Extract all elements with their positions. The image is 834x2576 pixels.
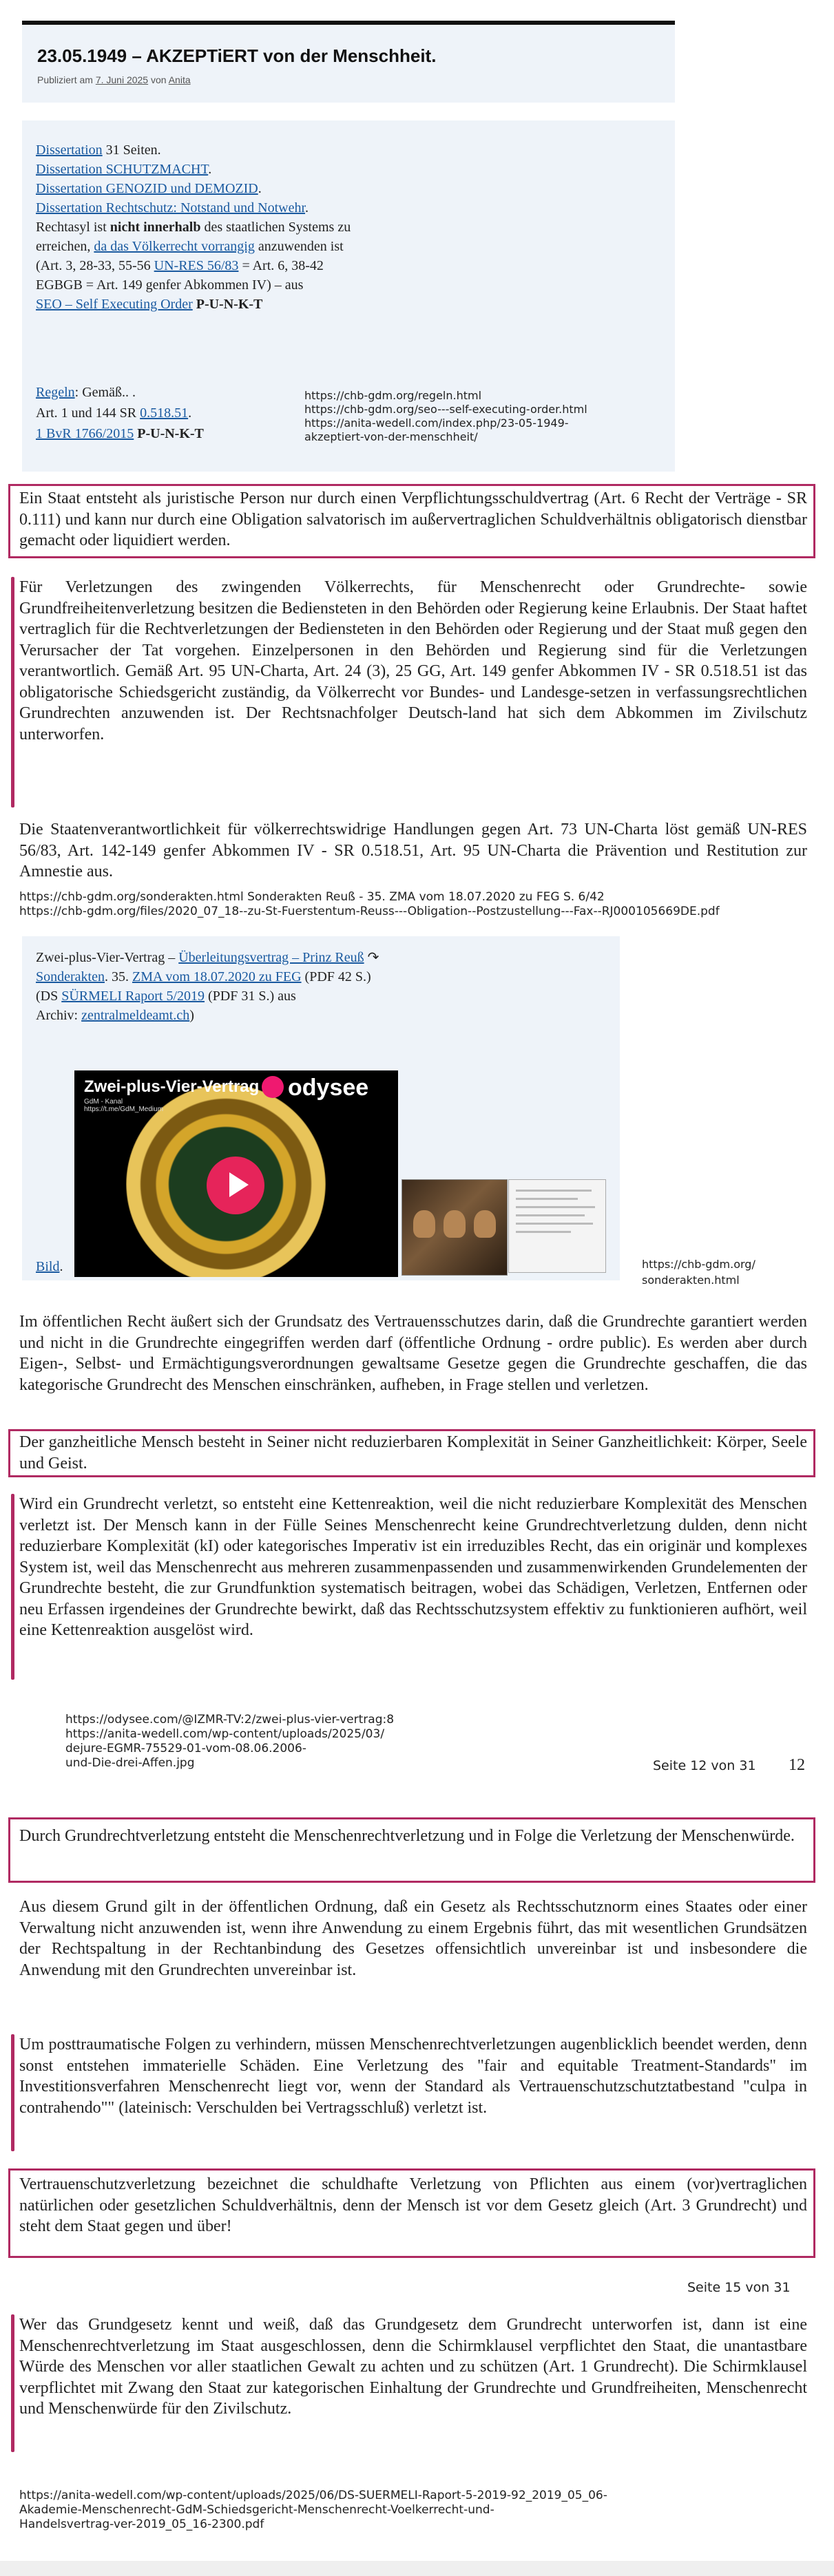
url-seo: https://chb-gdm.org/seo---self-executing-order.html [304,403,587,416]
info-text: Rechtasyl ist [36,220,110,235]
media-text: Zwei-plus-Vier-Vertrag – [36,950,179,965]
url-anita-1: https://anita-wedell.com/index.php/23-05-1949- [304,416,569,430]
info-line-seo [36,295,262,313]
post-title: 23.05.1949 – AKZEPTiERT von der Menschheit. [37,45,437,66]
quote-bar [11,2314,14,2452]
paragraph-vertrauenschutzverletzung: Vertrauenschutzverletzung bezeichnet die schuldhafte Verletzung von Pflichten aus einem (vor)vertraglichen natürlichen oder gesetzlichen Schuldverhältnis, denn der Mensch ist vor dem Gesetz gleich (Art. 3 Grundrecht) und steht dem Staat gegen und über! [19,2175,807,2235]
bild-link[interactable]: Bild [36,1259,60,1274]
paragraph-oeffentliche-ordnung: Aus diesem Grund gilt in der öffentlichen Ordnung, daß ein Gesetz als Rechtsschutznorm eines Staates oder einer Verwaltung nicht anzuwenden ist, wenn ihre Anwendung zu einem Ergebnis führt, das mit wesentlichen Grundsätzen der Rechtspaltung in der Rechtanbindung des Gesetzes offensichtlich unvereinbar ist und insbesondere die Anwendung mit den Grundrechten unvereinbar ist. [19,1898,807,1979]
monkey-figure [474,1210,496,1238]
monkey-figure [444,1210,466,1238]
document-thumbnail-image[interactable] [508,1179,606,1273]
info-text: . [305,200,309,215]
page-number: 12 [789,1756,805,1774]
info-text: . [208,162,212,177]
post-meta [37,74,191,85]
sonderakten-link[interactable]: Sonderakten [36,969,105,984]
info-line-art1 [36,404,191,422]
media-line-bild [36,1258,63,1276]
media-text: ) [189,1008,194,1023]
url-surmeli-2: Akademie-Menschenrecht-GdM-Schiedsgericht-Menschenrecht-Voelkerrecht-und- [19,2503,494,2517]
info-text: anzuwenden ist [254,239,344,254]
dissertation-schutzmacht-link[interactable]: Dissertation SCHUTZMACHT [36,162,209,177]
published-prefix: Publiziert am [37,74,93,85]
info-line-egbgb: EGBGB = Art. 149 genfer Abkommen IV) – aus [36,277,304,293]
info-text: Art. 1 und 144 SR [36,405,140,421]
page-number-label: Seite 15 von 31 [687,2280,791,2295]
dissertation-rechtschutz-link[interactable]: Dissertation Rechtschutz: Notstand und Notwehr [36,200,306,215]
media-line-vertrag [36,949,379,967]
un-res-link[interactable]: UN-RES 56/83 [154,258,239,273]
side-url-1: https://chb-gdm.org/ [642,1258,755,1271]
info-text: erreichen, [36,239,94,254]
page-number-label: Seite 12 von 31 [653,1758,756,1773]
video-channel-url: https://t.me/GdM_Medium [84,1106,164,1113]
odysee-brand: odysee [288,1075,369,1101]
dissertation-link[interactable]: Dissertation [36,142,103,158]
paragraph-kettenreaktion: Wird ein Grundrecht verletzt, so entsteht eine Kettenreaktion, weil die nicht reduzierbare Komplexität des Menschen verletzt ist. Der Mensch kann in der Fülle Seines Menschenrecht keine Grundrechtverletzung dulden, denn nicht reduzierbare Komplexität (kI) oder kategorisches Imperativ ist ein irreduzibles Recht, das ein originär und komplexes System ist, weil das Menschenrecht aus mehreren zusammenpassenden und zusammenwirkenden Grundelementen der Grundrechte besteht, die zur Grundfunktion systematisch beitragen, wobei das Schädigen, Verletzen, Entfernen oder neu Erfassen irgendeines der Grundrechte bewirkt, daß das Rechtsschutzsystem effektiv zu funktionieren aufhört, weil eine Kettenreaktion ausgelöst wird. [19,1495,807,1639]
url-surmeli-1: https://anita-wedell.com/wp-content/uploads/2025/06/DS-SUERMELI-Raport-5-2019-92_2019_05_06- [19,2489,607,2502]
odysee-logo-icon [262,1076,284,1098]
published-date-link[interactable]: 7. Juni 2025 [95,74,149,85]
monkey-figure [413,1210,435,1238]
video-channel-name: GdM - Kanal [84,1098,123,1106]
video-title: Zwei-plus-Vier-Vertrag [84,1077,260,1096]
doc-line [516,1214,585,1216]
media-text: . 35. [104,969,132,984]
info-text: . [188,405,192,421]
info-text: = Art. 6, 38-42 [238,258,324,273]
info-text: (Art. 3, 28-33, 55-56 [36,258,154,273]
url-egmr-2: dejure-EGMR-75529-01-vom-08.06.2006- [65,1742,306,1755]
media-text: (PDF 42 S.) [301,969,371,984]
info-bold: P-U-N-K-T [134,426,204,441]
media-line-surmeli [36,987,296,1005]
by-label: von [151,74,167,85]
url-sonderakten: https://chb-gdm.org/sonderakten.html Sonderakten Reuß - 35. ZMA vom 18.07.2020 zu FEG S. 6/42 [19,890,605,904]
info-line-regeln [36,383,136,401]
dissertation-genozid-link[interactable]: Dissertation GENOZID und DEMOZID [36,181,258,196]
paragraph-menschenwuerde: Durch Grundrechtverletzung entsteht die Menschenrechtverletzung und in Folge die Verletzung der Menschenwürde. [19,1827,795,1845]
zentralmeldeamt-link[interactable]: zentralmeldeamt.ch [81,1008,190,1023]
url-regeln: https://chb-gdm.org/regeln.html [304,389,482,402]
paragraph-grundgesetz: Wer das Grundgesetz kennt und weiß, daß das Grundgesetz dem Grundrecht unterworfen ist, dann ist eine Menschenrechtverletzung im Staat ausgeschlossen, denn die Schirmklausel verpflichtet den Staat, die unantastbare Würde des Menschen vor aller staatlichen Gewalt zu achten und zu schützen (Art. 1 Grundrecht). Die Schirmklausel verpflichtet mit Zwang den Staat zur kategorischen Einhaltung der Grundrechte und Grundfreiheiten, Menschenrecht und Menschenwürde für den Zivilschutz. [19,2316,807,2418]
seo-link[interactable]: SEO – Self Executing Order [36,297,193,312]
media-text: . [59,1259,63,1274]
info-line-erreichen [36,237,344,255]
info-line-rechtschutz [36,199,309,217]
paragraph-verletzungen: Für Verletzungen des zwingenden Völkerrechts, für Menschenrecht oder Grundrechte- sowie Grundfreiheitenverletzung besitzen die Bediensteten in den Behörden oder Regierung keine Erlaubnis. Der Staat haftet vertraglich für die Rechtverletzungen der Bediensteten in den Behörden oder Regierung und der Staat muß gegen den Verursacher der Tat vorgehen. Einzelpersonen in den Behörden und Regierung sind für die Verletzungen verantwortlich. Gemäß Art. 95 UN-Charta, Art. 24 (3), 25 GG, Art. 149 genfer Abkommen IV - SR 0.518.51 ist das obligatorische Schiedsgericht zuständig, da Völkerrecht vor Bundes- und Landesge-setzen in verfassungsrechtlichen Grundrechten anzuwenden ist. Der Rechtsnachfolger Deutsch-land hat sich dem Abkommen im Zivilschutz unterworfen. [19,578,807,743]
info-line-schutzmacht [36,160,211,178]
doc-line [516,1198,578,1200]
url-obligation-pdf: https://chb-gdm.org/files/2020_07_18--zu-St-Fuerstentum-Reuss---Obligation--Postzustellung---Fax--RJ000105669DE.pdf [19,905,720,918]
doc-line [516,1206,595,1208]
quote-bar [11,2034,14,2151]
info-text: : Gemäß.. . [74,385,136,400]
info-bold: P-U-N-K-T [192,297,263,312]
paragraph-posttraumatisch: Um posttraumatische Folgen zu verhindern, müssen Menschenrechtverletzungen augenblicklich beendet werden, denn sonst entstehen immaterielle Schäden. Eine Verletzung des "fair and equitable Treatment-Standards" im Investitionsverfahren Menschenrecht liegt vor, wenn der Standard als Vertrauenschutzschutztatbestand "culpa in contrahendo"" (lateinisch: Verschulden bei Vertragsschluß) verletzt ist. [19,2036,807,2117]
info-box [22,120,675,472]
url-anita-2: akzeptiert-von-der-menschheit/ [304,430,478,443]
paragraph-ganzheitlich: Der ganzheitliche Mensch besteht in Seiner nicht reduzierbaren Komplexität in Seiner Ganzheitlichkeit: Körper, Seele und Geist. [19,1433,807,1472]
page-bottom-strip [0,2561,834,2576]
post-header [22,25,675,103]
video-channel [84,1098,163,1113]
surmeli-link[interactable]: SÜRMELI Raport 5/2019 [61,989,205,1004]
media-line-archiv [36,1006,194,1024]
url-egmr-3: und-Die-drei-Affen.jpg [65,1756,195,1770]
doc-line [516,1223,593,1225]
paragraph-staatenverantwortlichkeit: Die Staatenverantwortlichkeit für völkerrechtswidrige Handlungen gegen Art. 73 UN-Charta löst gemäß UN-RES 56/83, Art. 142-149 genfer Abkommen IV - SR 0.518.51, Art. 95 UN-Charta die Prävention und Restitution zur Amnestie aus. [19,821,807,880]
regeln-link[interactable]: Regeln [36,385,75,400]
url-surmeli-3: Handelsvertrag-ver-2019_05_16-2300.pdf [19,2517,264,2531]
media-text: (DS [36,989,62,1004]
info-text: . [258,181,262,196]
three-monkeys-image[interactable] [402,1179,508,1276]
side-url-2: sonderakten.html [642,1274,740,1287]
video-player[interactable] [74,1070,398,1277]
paragraph-vertrauensschutz: Im öffentlichen Recht äußert sich der Grundsatz des Vertrauensschutzes darin, daß die Grundrechte garantiert werden und nicht in die Grundrechte eingegriffen werden darf (öffentliche Ordnung - ordre public). Es werden aber durch Eigen-, Selbst- und Ermächtigungsverordnungen gewaltsame Gesetze gegen die Grundrechte geschaffen, die das kategorische Grundrecht des Menschen einschränken, aufheben, in Frage stellen und verletzen. [19,1313,807,1394]
info-text: des staatlichen Systems zu [200,220,351,235]
quote-bar [11,1494,14,1680]
author-link[interactable]: Anita [168,74,191,85]
info-bold: nicht innerhalb [110,220,201,235]
doc-line [516,1231,571,1233]
url-egmr-1: https://anita-wedell.com/wp-content/uploads/2025/03/ [65,1727,385,1741]
play-icon[interactable] [229,1172,249,1197]
url-odysee: https://odysee.com/@IZMR-TV:2/zwei-plus-vier-vertrag:8 [65,1713,395,1727]
media-text: (PDF 31 S.) aus [205,989,296,1004]
sr-link[interactable]: 0.518.51 [140,405,189,421]
quote-bar [11,577,14,807]
media-line-sonderakten [36,968,371,986]
zma-link[interactable]: ZMA vom 18.07.2020 zu FEG [132,969,302,984]
media-text: Archiv: [36,1008,82,1023]
info-text: 31 Seiten. [102,142,161,158]
info-line-art3 [36,257,324,275]
doc-line [516,1190,592,1192]
external-link-icon[interactable]: ↷ [367,950,379,965]
ueberleitungsvertrag-link[interactable]: Überleitungsvertrag – Prinz Reuß [178,950,364,965]
info-line-bvr [36,425,204,443]
info-line-rechtasyl [36,218,351,236]
voelkerrecht-link[interactable]: da das Völkerrecht vorrangig [94,239,255,254]
bvr-link[interactable]: 1 BvR 1766/2015 [36,426,134,441]
info-line-dissertation [36,141,161,159]
paragraph-staat: Ein Staat entsteht als juristische Person nur durch einen Verpflichtungsschuldvertrag (Art. 6 Recht der Verträge - SR 0.111) und kann nur durch eine Obligation salvatorisch im außervertraglichen Schuldverhältnis obligatorisch dienstbar gemacht oder liquidiert werden. [19,489,807,549]
info-line-genozid [36,180,262,198]
